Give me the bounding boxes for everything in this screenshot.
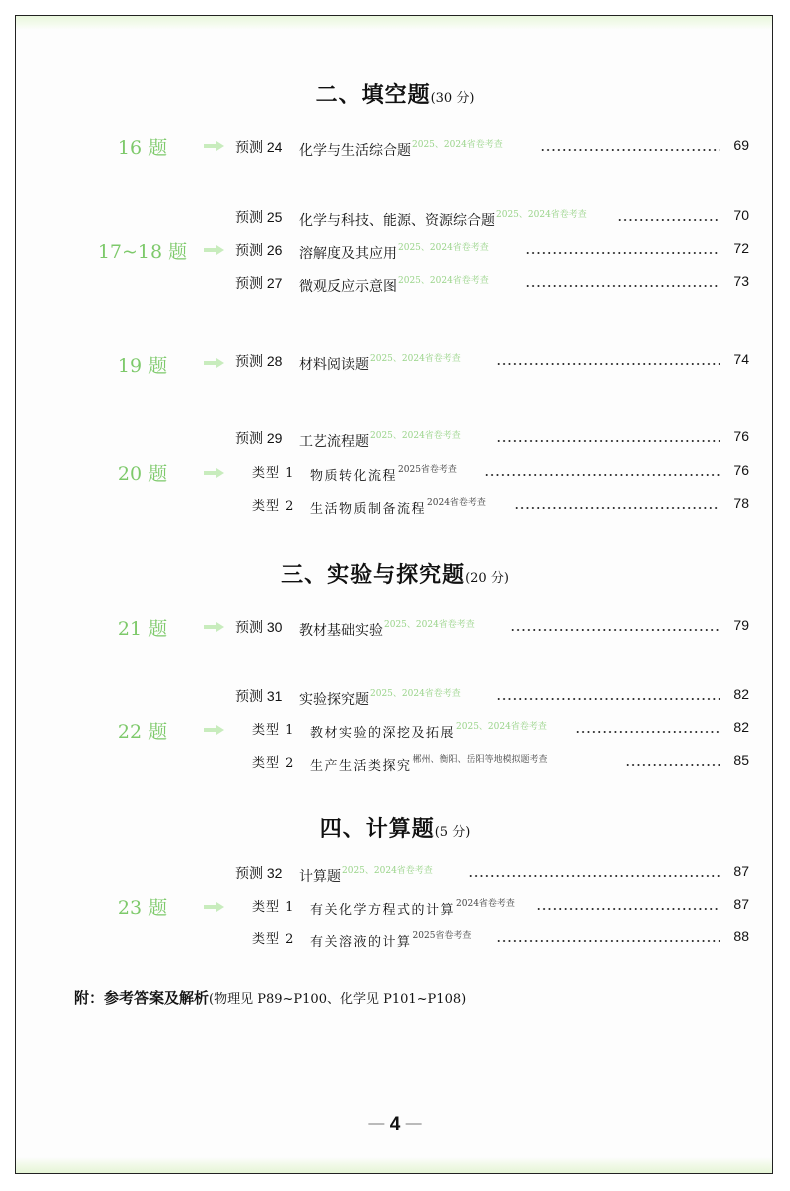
- page-number: 79: [733, 617, 749, 633]
- question-label-17-18: 17~18 题: [97, 241, 188, 263]
- entry-title: 生活物质制备流程$^{2024省卷考查}$: [310, 498, 486, 517]
- exam-note: 2024省卷考查: [427, 498, 486, 508]
- toc-row[interactable]: [0, 495, 790, 517]
- entry-code: 类型 1: [252, 723, 295, 738]
- entry-code: 类型 1: [252, 466, 295, 481]
- toc-row[interactable]: [0, 863, 790, 885]
- question-label-21: 21 题: [117, 618, 168, 640]
- leader-dots: [536, 908, 720, 910]
- exam-note: 2025、2024省卷考查: [398, 243, 489, 253]
- leader-dots: [496, 363, 720, 365]
- exam-note: 2025、2024省卷考查: [412, 140, 503, 150]
- leader-dots: [540, 149, 720, 151]
- leader-dots: [617, 219, 720, 221]
- toc-row[interactable]: [0, 240, 790, 262]
- entry-code: 预测 32: [235, 865, 283, 881]
- section-title-fill-in: [0, 78, 790, 109]
- top-decorative-band: [16, 16, 772, 30]
- exam-note: 2025、2024省卷考查: [370, 431, 461, 441]
- appendix-note: (物理见 P89~P100、化学见 P101~P108): [209, 992, 467, 1007]
- exam-note: 2025、2024省卷考查: [370, 689, 461, 699]
- entry-title: 实验探究题$^{2025、2024省卷考查}$: [299, 689, 461, 708]
- page-number: 88: [733, 928, 749, 944]
- page-number: 72: [733, 240, 749, 256]
- exam-note: 2025、2024省卷考查: [456, 722, 547, 732]
- footer-dash-right: —: [405, 1115, 422, 1132]
- page-number: 87: [733, 896, 749, 912]
- section-score: (30 分): [430, 91, 475, 106]
- section-title-text: 三、实验与探究题: [281, 562, 466, 588]
- leader-dots: [496, 698, 720, 700]
- exam-note: 2024省卷考查: [456, 899, 515, 909]
- exam-note: 2025、2024省卷考查: [398, 276, 489, 286]
- toc-row[interactable]: [0, 273, 790, 295]
- entry-code: 预测 26: [235, 242, 283, 258]
- toc-row[interactable]: [0, 752, 790, 774]
- question-label-20: 20 题: [117, 463, 168, 485]
- entry-code: 类型 2: [252, 756, 295, 771]
- entry-code: 预测 30: [235, 619, 283, 635]
- section-score: (5 分): [434, 825, 471, 840]
- page-number: 85: [733, 752, 749, 768]
- toc-row[interactable]: [0, 351, 790, 373]
- exam-note: 2025、2024省卷考查: [370, 354, 461, 364]
- entry-title: 溶解度及其应用$^{2025、2024省卷考查}$: [299, 243, 489, 262]
- leader-dots: [484, 474, 720, 476]
- entry-title: 材料阅读题$^{2025、2024省卷考查}$: [299, 354, 461, 373]
- section-title-experiment: [0, 558, 790, 589]
- toc-row[interactable]: [0, 686, 790, 708]
- question-label-23: 23 题: [117, 897, 168, 919]
- entry-code: 类型 2: [252, 932, 295, 947]
- section-title-text: 二、填空题: [315, 82, 431, 108]
- entry-title: 工艺流程题$^{2025、2024省卷考查}$: [299, 431, 461, 450]
- entry-title: 化学与生活综合题$^{2025、2024省卷考查}$: [299, 140, 503, 159]
- leader-dots: [510, 629, 720, 631]
- entry-code: 预测 27: [235, 275, 283, 291]
- toc-row[interactable]: [0, 462, 790, 484]
- leader-dots: [468, 875, 720, 877]
- entry-title: 微观反应示意图$^{2025、2024省卷考查}$: [299, 276, 489, 295]
- section-score: (20 分): [465, 571, 509, 586]
- toc-row[interactable]: [0, 896, 790, 918]
- exam-note: 2025省卷考查: [412, 931, 472, 941]
- entry-title: 教材实验的深挖及拓展$^{2025、2024省卷考查}$: [310, 722, 547, 741]
- appendix-label: 附：参考答案及解析: [74, 989, 210, 1007]
- entry-title: 计算题$^{2025、2024省卷考查}$: [299, 866, 433, 885]
- question-label-16: 16 题: [117, 137, 168, 159]
- page-number: 74: [733, 351, 749, 367]
- entry-title: 物质转化流程$^{2025省卷考查}$: [310, 465, 457, 484]
- page-number: 82: [733, 719, 749, 735]
- appendix-line[interactable]: [74, 987, 466, 1008]
- question-label-19: 19 题: [117, 355, 168, 377]
- leader-dots: [525, 252, 720, 254]
- page-number: 70: [733, 207, 749, 223]
- bottom-decorative-band: [16, 1157, 772, 1173]
- entry-title: 有关化学方程式的计算$^{2024省卷考查}$: [310, 899, 515, 918]
- exam-note: 2025、2024省卷考查: [384, 620, 475, 630]
- leader-dots: [625, 764, 720, 766]
- toc-row[interactable]: [0, 207, 790, 229]
- entry-title: 教材基础实验$^{2025、2024省卷考查}$: [299, 620, 475, 639]
- exam-note: 2025、2024省卷考查: [342, 866, 433, 876]
- question-label-22: 22 题: [117, 721, 168, 743]
- footer-page-number: 4: [389, 1114, 401, 1135]
- footer-dash-left: —: [368, 1115, 385, 1132]
- toc-row[interactable]: [0, 428, 790, 450]
- page-number: 76: [733, 462, 749, 478]
- entry-code: 预测 25: [235, 209, 283, 225]
- leader-dots: [575, 731, 720, 733]
- section-title-text: 四、计算题: [319, 816, 435, 842]
- entry-title: 生产生活类探究$^{郴州、衡阳、岳阳等地模拟题考查}$: [310, 755, 548, 774]
- leader-dots: [496, 440, 720, 442]
- page-number: 78: [733, 495, 749, 511]
- page-number: 76: [733, 428, 749, 444]
- entry-code: 类型 1: [252, 900, 295, 915]
- entry-title: 有关溶液的计算$^{2025省卷考查}$: [310, 931, 472, 950]
- entry-code: 预测 24: [235, 139, 283, 155]
- entry-title: 化学与科技、能源、资源综合题$^{2025、2024省卷考查}$: [299, 210, 587, 229]
- leader-dots: [496, 940, 720, 942]
- leader-dots: [514, 507, 720, 509]
- leader-dots: [525, 285, 720, 287]
- exam-note: 2025省卷考查: [398, 465, 457, 475]
- page-number: 69: [733, 137, 749, 153]
- exam-note: 2025、2024省卷考查: [496, 210, 587, 220]
- toc-row[interactable]: [0, 928, 790, 950]
- page-number: 87: [733, 863, 749, 879]
- exam-note: 郴州、衡阳、岳阳等地模拟题考查: [412, 755, 548, 765]
- toc-row[interactable]: [0, 137, 790, 159]
- toc-row[interactable]: [0, 719, 790, 741]
- entry-code: 预测 31: [235, 688, 283, 704]
- toc-row[interactable]: [0, 617, 790, 639]
- page-number: 73: [733, 273, 749, 289]
- section-title-calculation: [0, 812, 790, 843]
- entry-code: 类型 2: [252, 499, 295, 514]
- page-footer: [0, 1114, 790, 1136]
- page-number: 82: [733, 686, 749, 702]
- entry-code: 预测 29: [235, 430, 283, 446]
- entry-code: 预测 28: [235, 353, 283, 369]
